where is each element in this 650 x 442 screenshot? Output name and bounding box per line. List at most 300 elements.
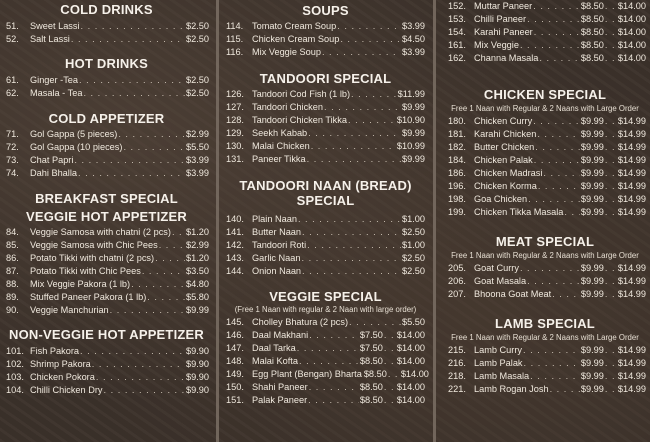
menu-item-row — [0, 154, 213, 167]
item-price-large: $14.00 — [396, 343, 425, 353]
item-number: 140. — [226, 214, 244, 224]
item-name: Chat Papri — [30, 155, 74, 165]
menu-item-row — [0, 252, 213, 265]
menu-item-row — [222, 239, 429, 252]
item-name: Chicken Madrasi — [474, 168, 543, 178]
item-price-regular: $8.50 — [580, 1, 604, 11]
dot-leader — [534, 26, 580, 39]
menu-item-row — [440, 52, 650, 65]
item-price: $1.20 — [186, 253, 209, 263]
menu-item-row — [440, 288, 650, 301]
menu-item-row — [222, 114, 429, 127]
dot-leader — [81, 20, 185, 33]
dot-leader — [605, 141, 617, 154]
item-name: Potato Tikki with Chic Pees — [30, 266, 141, 276]
item-price-regular: $8.50 — [580, 14, 604, 24]
item-price: $9.99 — [402, 154, 425, 164]
dot-leader — [605, 275, 617, 288]
dot-leader — [520, 262, 580, 275]
menu-item-row — [440, 39, 650, 52]
item-price-regular: $8.50 — [359, 382, 383, 392]
dot-leader — [384, 394, 396, 407]
item-price-regular: $8.50 — [580, 40, 604, 50]
menu-item-row — [440, 167, 650, 180]
section-heading: LAMB SPECIAL — [495, 316, 595, 331]
item-name: Tandoori Chicken — [252, 102, 323, 112]
dot-leader — [527, 275, 580, 288]
item-price: $1.00 — [402, 214, 425, 224]
dot-leader — [159, 239, 185, 252]
menu-item-row — [222, 329, 429, 342]
item-number: 149. — [226, 369, 244, 379]
dot-leader — [605, 115, 617, 128]
dot-leader — [605, 128, 617, 141]
item-number: 88. — [6, 279, 19, 289]
item-number: 143. — [226, 253, 244, 263]
menu-item-row — [222, 226, 429, 239]
item-price: $9.99 — [402, 128, 425, 138]
item-number: 152. — [448, 1, 466, 11]
item-number: 162. — [448, 53, 466, 63]
item-price-regular: $9.99 — [580, 263, 604, 273]
item-name: Karahi Chicken — [474, 129, 537, 139]
item-name: Chicken Korma — [474, 181, 537, 191]
dot-leader — [605, 167, 617, 180]
dot-leader — [131, 278, 185, 291]
menu-item-row — [222, 88, 429, 101]
dot-leader — [324, 101, 401, 114]
item-name: Malai Kofta — [252, 356, 298, 366]
item-price-regular: $8.50 — [363, 369, 387, 379]
item-number: 216. — [448, 358, 466, 368]
item-name: Daal Makhani — [252, 330, 309, 340]
item-price-regular: $8.50 — [580, 53, 604, 63]
menu-item-row — [0, 384, 213, 397]
item-number: 221. — [448, 384, 466, 394]
item-name: Tandoori Chicken Tikka — [252, 115, 347, 125]
dot-leader — [520, 39, 580, 52]
section-note: Free 1 Naan with Regular & 2 Naans with Large Order — [451, 333, 639, 342]
section-heading: CHICKEN SPECIAL — [483, 87, 607, 102]
item-price-large: $14.99 — [617, 345, 646, 355]
dot-leader — [298, 213, 401, 226]
menu-item-row — [0, 291, 213, 304]
menu-item-row — [440, 383, 650, 396]
item-number: 150. — [226, 382, 244, 392]
item-number: 72. — [6, 142, 19, 152]
item-number: 116. — [226, 47, 244, 57]
item-number: 51. — [6, 21, 19, 31]
menu-item-row — [222, 368, 429, 381]
item-price-regular: $7.50 — [359, 343, 383, 353]
item-price: $2.50 — [186, 34, 209, 44]
item-number: 184. — [448, 155, 466, 165]
item-number: 142. — [226, 240, 244, 250]
dot-leader — [104, 384, 186, 397]
item-name: Bhoona Goat Meat — [474, 289, 552, 299]
item-price: $10.99 — [396, 141, 425, 151]
menu-item-row — [440, 128, 650, 141]
dot-leader — [78, 167, 185, 180]
item-name: Chicken Cream Soup — [252, 34, 340, 44]
item-list — [0, 226, 213, 317]
item-list — [0, 20, 213, 46]
dot-leader — [308, 127, 401, 140]
dot-leader — [71, 33, 185, 46]
dot-leader — [307, 239, 401, 252]
item-name: Veggie Manchurian — [30, 305, 109, 315]
item-price-regular: $9.99 — [580, 142, 604, 152]
dot-leader — [302, 265, 401, 278]
item-name: Butter Chicken — [474, 142, 535, 152]
section-heading: NON-VEGGIE HOT APPETIZER — [8, 327, 204, 342]
item-name: Lamb Palak — [474, 358, 523, 368]
dot-leader — [351, 88, 397, 101]
column-divider — [433, 0, 436, 442]
item-list — [222, 20, 429, 59]
item-number: 145. — [226, 317, 244, 327]
item-number: 186. — [448, 168, 466, 178]
dot-leader — [605, 193, 617, 206]
section-note: Free 1 Naan with Regular & 2 Naans with Large Order — [451, 104, 639, 113]
item-price-large: $14.99 — [617, 116, 646, 126]
dot-leader — [550, 383, 580, 396]
dot-leader — [530, 370, 580, 383]
dot-leader — [302, 252, 401, 265]
item-price-large: $14.00 — [617, 14, 646, 24]
item-name: Mix Veggie Soup — [252, 47, 321, 57]
item-name: Palak Paneer — [252, 395, 308, 405]
item-price-large: $14.99 — [617, 207, 646, 217]
dot-leader — [533, 115, 580, 128]
menu-column-2 — [222, 0, 429, 407]
item-name: Shrimp Pakora — [30, 359, 91, 369]
item-name: Gol Gappa (10 pieces) — [30, 142, 123, 152]
dot-leader — [307, 153, 401, 166]
item-name: Salt Lassi — [30, 34, 70, 44]
item-price-regular: $8.50 — [359, 395, 383, 405]
menu-item-row — [222, 33, 429, 46]
dot-leader — [605, 52, 617, 65]
dot-leader — [142, 265, 185, 278]
item-price-large: $14.99 — [617, 276, 646, 286]
item-list — [440, 0, 650, 65]
menu-item-row — [0, 87, 213, 100]
menu-item-row — [440, 154, 650, 167]
section-heading: SOUPS — [302, 3, 349, 18]
item-price-regular: $9.99 — [580, 207, 604, 217]
menu-item-row — [440, 357, 650, 370]
item-name: Cholley Bhatura (2 pcs) — [252, 317, 349, 327]
menu-column-1 — [0, 0, 213, 397]
menu-item-row — [0, 141, 213, 154]
item-price-large: $14.99 — [617, 168, 646, 178]
item-name: Chicken Palak — [474, 155, 533, 165]
item-number: 52. — [6, 34, 19, 44]
item-name: Chilli Paneer — [474, 14, 527, 24]
item-price: $3.99 — [186, 168, 209, 178]
item-price: $3.50 — [186, 266, 209, 276]
item-price-large: $14.99 — [617, 358, 646, 368]
item-number: 104. — [6, 385, 24, 395]
item-number: 205. — [448, 263, 466, 273]
menu-item-row — [440, 275, 650, 288]
dot-leader — [533, 0, 580, 13]
item-number: 84. — [6, 227, 19, 237]
item-number: 85. — [6, 240, 19, 250]
dot-leader — [118, 128, 185, 141]
item-number: 147. — [226, 343, 244, 353]
item-name: Channa Masala — [474, 53, 539, 63]
section-heading: HOT DRINKS — [65, 56, 148, 71]
item-number: 207. — [448, 289, 466, 299]
item-number: 198. — [448, 194, 466, 204]
section-note: Free 1 Naan with Regular & 2 Naans with Large Order — [451, 251, 639, 260]
item-number: 182. — [448, 142, 466, 152]
menu-item-row — [0, 128, 213, 141]
item-number: 144. — [226, 266, 244, 276]
dot-leader — [299, 355, 359, 368]
section-heading: TANDOORI NAAN (BREAD) — [239, 178, 412, 193]
dot-leader — [605, 344, 617, 357]
item-price-large: $14.99 — [617, 384, 646, 394]
item-number: 62. — [6, 88, 19, 98]
item-name: Tandoori Cod Fish (1 lb) — [252, 89, 351, 99]
dot-leader — [349, 316, 401, 329]
item-number: 114. — [226, 21, 244, 31]
item-price-regular: $9.99 — [580, 276, 604, 286]
menu-item-row — [0, 358, 213, 371]
menu-item-row — [222, 101, 429, 114]
item-list — [0, 128, 213, 180]
item-number: 90. — [6, 305, 19, 315]
item-price: $1.00 — [402, 240, 425, 250]
item-price-regular: $9.99 — [580, 116, 604, 126]
item-name: Chicken Pokora — [30, 372, 95, 382]
dot-leader — [340, 33, 401, 46]
item-list — [0, 74, 213, 100]
item-name: Plain Naan — [252, 214, 297, 224]
menu-item-row — [440, 262, 650, 275]
menu-item-row — [440, 370, 650, 383]
item-name: Goat Masala — [474, 276, 527, 286]
dot-leader — [147, 291, 185, 304]
item-name: Dahi Bhalla — [30, 168, 77, 178]
item-name: Tomato Cream Soup — [252, 21, 337, 31]
menu-column-3 — [440, 0, 650, 396]
item-number: 73. — [6, 155, 19, 165]
item-name: Onion Naan — [252, 266, 302, 276]
item-name: Gol Gappa (5 pieces) — [30, 129, 118, 139]
menu-item-row — [0, 345, 213, 358]
item-name: Ginger -Tea — [30, 75, 78, 85]
section-heading: MEAT SPECIAL — [495, 234, 595, 249]
item-number: 103. — [6, 372, 24, 382]
item-name: Sweet Lassi — [30, 21, 80, 31]
dot-leader — [309, 329, 359, 342]
item-list — [222, 316, 429, 407]
item-number: 102. — [6, 359, 24, 369]
dot-leader — [123, 141, 185, 154]
dot-leader — [605, 26, 617, 39]
item-name: Paneer Tikka — [252, 154, 306, 164]
dot-leader — [79, 74, 185, 87]
menu-item-row — [0, 74, 213, 87]
dot-leader — [309, 381, 359, 394]
item-name: Goat Curry — [474, 263, 519, 273]
item-price-large: $14.99 — [617, 371, 646, 381]
item-price: $2.99 — [186, 240, 209, 250]
menu-item-row — [440, 206, 650, 219]
dot-leader — [605, 262, 617, 275]
item-price-regular: $9.99 — [580, 345, 604, 355]
item-price-large: $14.99 — [617, 181, 646, 191]
item-number: 126. — [226, 89, 244, 99]
menu-item-row — [0, 33, 213, 46]
item-name: Daal Tarka — [252, 343, 296, 353]
menu-item-row — [222, 46, 429, 59]
dot-leader — [605, 288, 617, 301]
menu-item-row — [0, 226, 213, 239]
section-note: (Free 1 Naan with regular & 2 Naan with large order) — [234, 305, 417, 314]
item-price-large: $14.99 — [617, 289, 646, 299]
menu-item-row — [440, 115, 650, 128]
item-list — [222, 213, 429, 278]
menu-item-row — [440, 180, 650, 193]
item-price-regular: $9.99 — [580, 155, 604, 165]
item-name: Malai Chicken — [252, 141, 310, 151]
dot-leader — [388, 368, 400, 381]
dot-leader — [605, 180, 617, 193]
item-price-large: $14.00 — [617, 1, 646, 11]
dot-leader — [322, 46, 401, 59]
item-price: $2.99 — [186, 129, 209, 139]
item-name: Veggie Samosa with chatni (2 pcs) — [30, 227, 171, 237]
menu-item-row — [0, 371, 213, 384]
dot-leader — [605, 206, 617, 219]
item-name: Lamb Masala — [474, 371, 530, 381]
item-name: Goa Chicken — [474, 194, 528, 204]
item-price-regular: $9.99 — [580, 181, 604, 191]
item-price: $2.50 — [402, 266, 425, 276]
dot-leader — [172, 226, 185, 239]
item-number: 199. — [448, 207, 466, 217]
item-name: Chicken Curry — [474, 116, 533, 126]
item-name: Muttar Paneer — [474, 1, 533, 11]
item-name: Veggie Samosa with Chic Pees — [30, 240, 158, 250]
item-price: $10.90 — [396, 115, 425, 125]
item-price-large: $14.00 — [400, 369, 429, 379]
item-price: $9.90 — [186, 359, 209, 369]
menu-item-row — [440, 193, 650, 206]
dot-leader — [348, 114, 396, 127]
dot-leader — [564, 206, 580, 219]
menu-item-row — [222, 381, 429, 394]
dot-leader — [605, 39, 617, 52]
item-price: $9.99 — [186, 305, 209, 315]
menu-item-row — [222, 213, 429, 226]
item-price: $9.90 — [186, 385, 209, 395]
item-number: 87. — [6, 266, 19, 276]
dot-leader — [534, 154, 580, 167]
item-price-large: $14.99 — [617, 263, 646, 273]
item-name: Lamb Curry — [474, 345, 522, 355]
item-price-regular: $9.99 — [580, 384, 604, 394]
item-name: Mix Veggie Pakora (1 lb) — [30, 279, 131, 289]
item-price-large: $14.00 — [617, 27, 646, 37]
menu-item-row — [0, 167, 213, 180]
item-price-large: $14.99 — [617, 142, 646, 152]
item-name: Fish Pakora — [30, 346, 80, 356]
item-number: 161. — [448, 40, 466, 50]
dot-leader — [384, 329, 396, 342]
item-price-large: $14.99 — [617, 155, 646, 165]
item-number: 146. — [226, 330, 244, 340]
item-price-regular: $9.99 — [580, 371, 604, 381]
menu-item-row — [440, 26, 650, 39]
item-price-large: $14.00 — [396, 330, 425, 340]
item-price: $11.99 — [397, 89, 425, 99]
menu-item-row — [222, 127, 429, 140]
item-price: $2.50 — [186, 88, 209, 98]
menu-item-row — [222, 342, 429, 355]
item-number: 74. — [6, 168, 19, 178]
item-number: 101. — [6, 346, 24, 356]
item-price-large: $14.00 — [617, 53, 646, 63]
dot-leader — [605, 357, 617, 370]
item-price: $3.99 — [402, 21, 425, 31]
item-price: $4.50 — [402, 34, 425, 44]
menu-item-row — [222, 20, 429, 33]
section-heading: COLD DRINKS — [60, 2, 153, 17]
menu-item-row — [222, 153, 429, 166]
section-heading: COLD APPETIZER — [48, 111, 165, 126]
item-number: 131. — [226, 154, 244, 164]
item-price: $3.99 — [402, 47, 425, 57]
dot-leader — [80, 345, 185, 358]
item-price: $9.90 — [186, 372, 209, 382]
item-price-regular: $9.99 — [580, 358, 604, 368]
dot-leader — [337, 20, 401, 33]
item-price-regular: $9.99 — [580, 168, 604, 178]
menu-item-row — [0, 265, 213, 278]
section-heading: SPECIAL — [296, 193, 355, 208]
dot-leader — [83, 87, 185, 100]
dot-leader — [605, 383, 617, 396]
menu-item-row — [0, 20, 213, 33]
menu-item-row — [222, 394, 429, 407]
menu-item-row — [440, 344, 650, 357]
menu-item-row — [440, 0, 650, 13]
dot-leader — [605, 13, 617, 26]
item-name: Egg Plant (Bengan) Bharta — [252, 369, 362, 379]
item-price-regular: $9.99 — [580, 129, 604, 139]
item-price-large: $14.00 — [396, 356, 425, 366]
item-name: Stuffed Paneer Pakora (1 lb) — [30, 292, 147, 302]
section-heading: TANDOORI SPECIAL — [259, 71, 392, 86]
item-number: 151. — [226, 395, 244, 405]
item-price-large: $5.50 — [402, 317, 425, 327]
dot-leader — [523, 344, 580, 357]
section-heading: BREAKFAST SPECIAL — [35, 191, 178, 206]
item-name: Lamb Rogan Josh — [474, 384, 549, 394]
item-number: 89. — [6, 292, 19, 302]
item-name: Butter Naan — [252, 227, 302, 237]
item-list — [0, 345, 213, 397]
item-number: 148. — [226, 356, 244, 366]
item-number: 71. — [6, 129, 19, 139]
dot-leader — [605, 370, 617, 383]
